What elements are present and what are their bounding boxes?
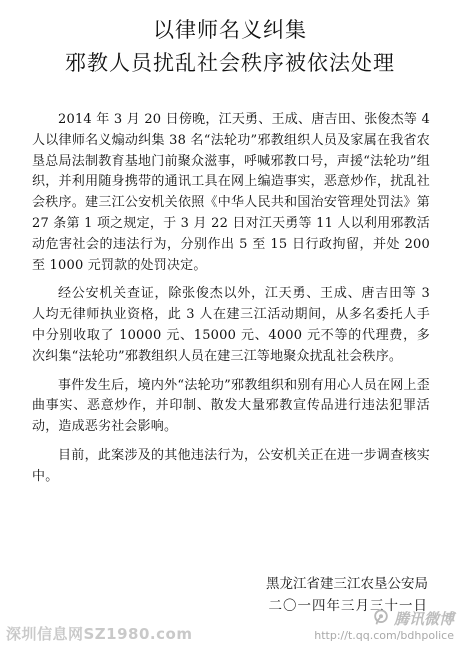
weibo-logo xyxy=(314,608,454,628)
paragraph-4: 目前，此案涉及的其他违法行为，公安机关正在进一步调查核实中。 xyxy=(32,447,430,484)
signature-date: 二〇一四年三月三十一日 xyxy=(268,598,428,614)
weibo-url: http://t.qq.com/bdhpolice xyxy=(314,629,454,642)
source-watermark-right xyxy=(314,608,454,644)
weibo-logo-text: 腾讯微博 xyxy=(393,609,454,628)
document-title-line-1: 以律师名义纠集 xyxy=(153,18,307,42)
source-watermark-left: 深圳信息网SZ1980.com xyxy=(6,625,193,643)
paragraph-3: 事件发生后，境内外“法轮功”邪教组织和别有用心人员在网上歪曲事实、恶意炒作，并印制、散发大量邪教宣传品进行违法犯罪活动，造成恶劣社会影响。 xyxy=(32,377,430,435)
document-body xyxy=(32,110,430,496)
document-title-line-2: 邪教人员扰乱社会秩序被依法处理 xyxy=(65,51,395,75)
paragraph-1: 2014 年 3 月 20 日傍晚，江天勇、王成、唐吉田、张俊杰等 4 人以律师名义煽动纠集 38 名“法轮功”邪教组织人员及家属在我省农垦总局法制教育基地门前聚众滋事，呼喊邪教口号，声援“法轮功”组织，并利用随身携带的通讯工具在网上编造事实，恶意炒作，扰乱社会秩序。建三江公安机关依照《中华人民共和国治安管理处罚法》第 27 条第 1 项之规定，于 3 月 22 日对江天勇等 11 人以利用邪教活动危害社会的违法行为，分别作出 5 至 15 日行政拘留，并处 200 至 1000 元罚款的处罚决定。 xyxy=(32,112,430,273)
paragraph-2: 经公安机关查证，除张俊杰以外，江天勇、王成、唐吉田等 3 人均无律师执业资格，此 3 人在建三江活动期间，从多名委托人手中分别收取了 10000 元、15000 元、4000 元不等的代理费，多次纠集“法轮功”邪教组织人员在建三江等地聚众扰乱社会秩序。 xyxy=(32,286,430,364)
signature-agency: 黑龙江省建三江农垦公安局 xyxy=(266,576,428,592)
tencent-weibo-logo-icon xyxy=(372,609,390,627)
